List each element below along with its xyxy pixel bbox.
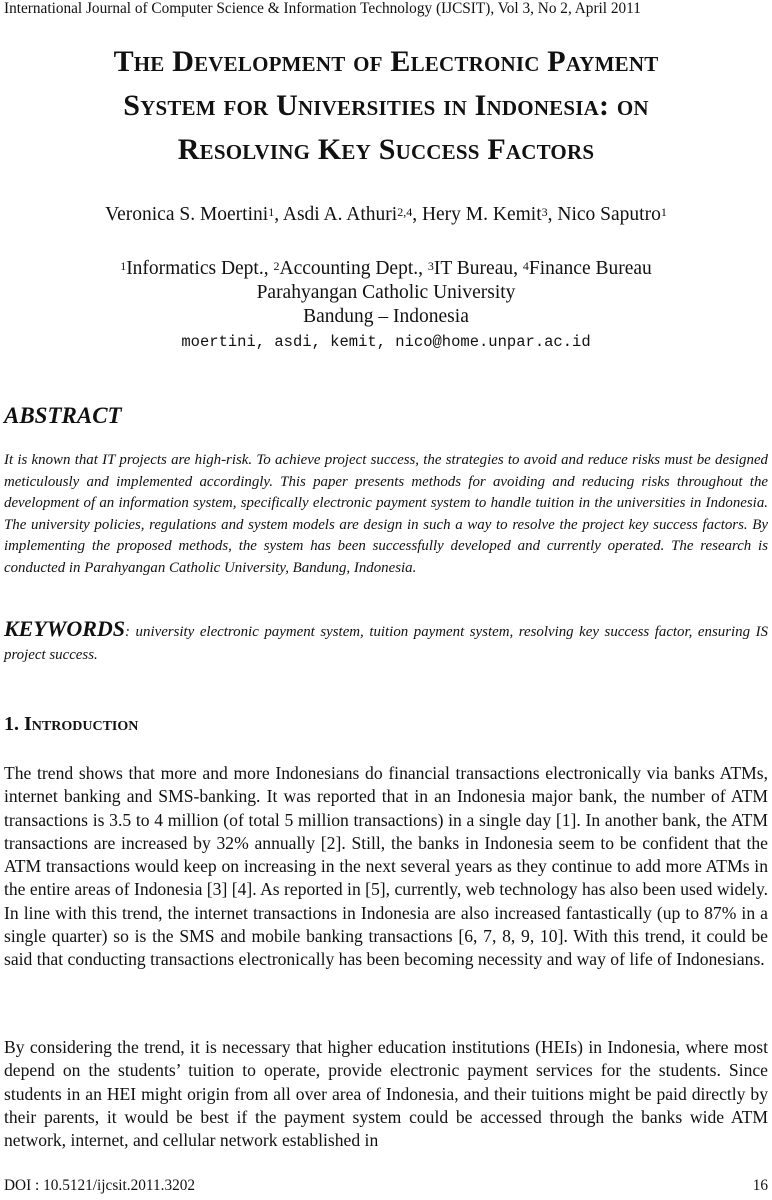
department: Informatics Dept., [126,258,269,279]
paper-title [0,40,772,172]
affil-mark: 1 [120,259,127,273]
department: IT Bureau, [433,258,518,279]
intro-paragraph: By considering the trend, it is necessary that higher education institutions (HEIs) in Indonesia, where most depend on the students’ tuition to operate, provide electronic payment services for the students. Since students in an HEI might origin from all over area of Indonesia, and their tuitions might be paid directly by their parents, it would be best if the payment system could be accessed through the banks wide ATM network, internet, and cellular network established in [4,1037,768,1151]
running-header: International Journal of Computer Science & Information Technology (IJCSIT), Vol 3, No 2, April 2011 [4,0,641,17]
abstract-heading: ABSTRACT [4,403,122,428]
author-affil-mark: 3 [541,205,548,219]
author-emails: moertini, asdi, kemit, nico@home.unpar.ac.id [181,333,591,351]
author-name: Veronica S. Moertini [105,204,269,225]
departments-line [0,257,772,281]
abstract-text: It is known that IT projects are high-risk. To achieve project success, the strategies to avoid and reduce risks must be designed meticulously and implemented accordingly. This paper presents methods for avoiding and reducing risks throughout the development of an information system, specifically electronic payment system to handle tuition in the universities in Indonesia. The university policies, regulations and system models are design in such a way to resolve the project key success factors. By implementing the proposed methods, the system has been successfully developed and currently operated. The research is conducted in Parahyangan Catholic University, Bandung, Indonesia. [4,452,768,576]
author-name: Nico Saputro [557,204,661,225]
author-affil-mark: 2,4 [397,205,413,219]
page-number: 16 [752,1177,768,1194]
affil-mark: 2 [273,259,280,273]
affil-mark: 4 [522,259,529,273]
affiliations [0,257,772,329]
title-line: The Development of Electronic Payment [113,45,659,78]
author-affil-mark: 1 [268,205,275,219]
intro-paragraph: The trend shows that more and more Indonesians do financial transactions electronically via banks ATMs, internet banking and SMS-banking. It was reported that in an Indonesia major bank, the number of ATM transactions is 3.5 to 4 million (of total 5 million transactions) in a single day [1]. In another bank, the ATM transactions are increased by 32% annually [2]. Still, the banks in Indonesia seem to be confident that the ATM transactions would keep on increasing in the next several years as they continue to add more ATMs in the entire areas of Indonesia [3] [4]. As reported in [5], currently, web technology has also been used widely. In line with this trend, the internet transactions in Indonesia are also increased fantastically (up to 87% in a single quarter) so is the SMS and mobile banking transactions [6, 7, 8, 9, 10]. With this trend, it could be said that conducting transactions electronically has been becoming necessity and way of life of Indonesians. [4,763,768,970]
keywords-block [4,618,768,666]
keywords-label: KEYWORDS [4,616,126,641]
affil-mark: 3 [427,259,434,273]
university-name: Parahyangan Catholic University [256,282,516,303]
author-affil-mark: 1 [660,205,667,219]
department: Accounting Dept., [279,258,423,279]
section-heading-introduction: 1. Introduction [4,713,139,735]
author-name: Hery M. Kemit [421,204,542,225]
author-list: Veronica S. Moertini$^1$, Asdi A. Athuri$^{2,4}$, Hery M. Kemit$^3$, Nico Saputro$^1$ [105,204,667,225]
title-line: Resolving Key Success Factors [177,133,595,166]
title-line: System for Universities in Indonesia: on [123,89,649,122]
department: Finance Bureau [528,258,652,279]
keywords-text: : university electronic payment system, tuition payment system, resolving key success factor, ensuring IS project success. [4,624,768,663]
author-name: Asdi A. Athuri [282,204,398,225]
doi-text: DOI : 10.5121/ijcsit.2011.3202 [4,1177,196,1194]
university-city: Bandung – Indonesia [303,306,469,327]
